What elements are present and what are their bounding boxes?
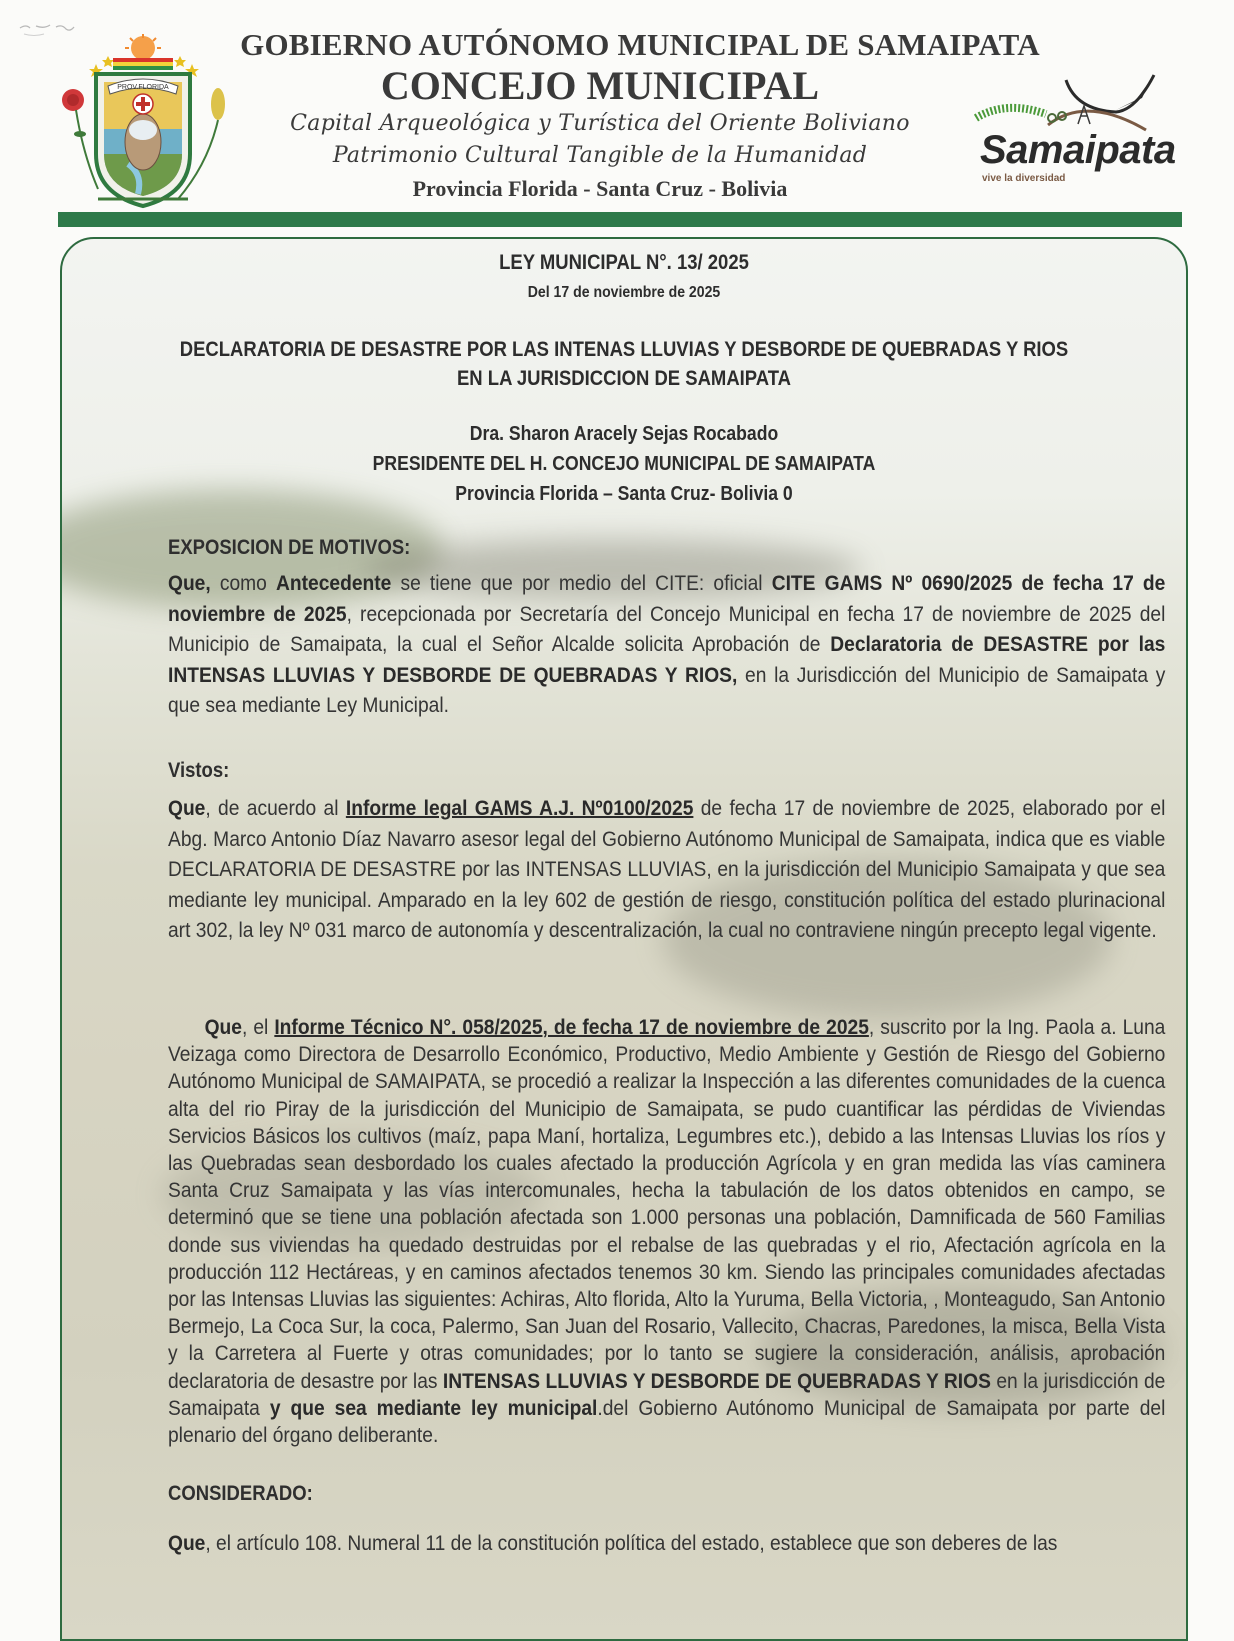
informe-legal-reference: Informe legal GAMS A.J. Nº0100/2025: [345, 797, 694, 820]
paragraph-articulo-108: [168, 1529, 1165, 1560]
text-bold: INTENSAS LLUVIAS Y DESBORDE DE QUEBRADAS Y RIOS: [442, 1369, 991, 1393]
document-frame: [60, 237, 1188, 1641]
cite-reference: CITE GAMS Nº 0690/2025 de fecha 17 de noviembre de 2025: [168, 572, 1166, 626]
section-heading-considerando: CONSIDERADO:: [168, 1482, 313, 1505]
law-title-line-1: DECLARATORIA DE DESASTRE POR LAS INTENAS LLUVIAS Y DESBORDE DE QUEBRADAS Y RIOS: [179, 338, 1069, 361]
text: , el: [241, 1016, 275, 1039]
text-bold: Declaratoria de DESASTRE por las INTENSAS LLUVIAS Y DESBORDE DE QUEBRADAS Y RIOS,: [168, 633, 1166, 687]
brand-name: Samaipata: [980, 128, 1176, 172]
text-bold: Que: [168, 797, 206, 820]
law-number: LEY MUNICIPAL N°. 13/ 2025: [499, 251, 749, 274]
text: en la Jurisdicción del Municipio de Samaipata y que sea mediante Ley Municipal.: [168, 663, 1166, 717]
tagline-capital: Capital Arqueológica y Turística del Oriente Boliviano: [290, 111, 910, 136]
text-bold: y que sea mediante ley municipal: [269, 1396, 598, 1420]
text: de fecha 17 de noviembre de 2025, elaborado por el Abg. Marco Antonio Díaz Navarro asesor legal del Gobierno Autónomo Municipal de Samaipata, indica que es viable DECLARATORIA DE DESASTRE por las INTENSAS LLUVIAS, en la jurisdicción del Municipio Samaipata y que sea mediante ley municipal. Amparado en la ley 602 de gestión de riesgo, constitución política del estado plurinacional art 302, la ley Nº 031 marco de autonomía y descentralización, la cual no contraviene ningún precepto legal vigente.: [168, 797, 1166, 942]
paragraph-informe-tecnico: [168, 1014, 1165, 1449]
text: .del Gobierno Autónomo Municipal de Samaipata por parte del plenario del órgano deliberante.: [168, 1396, 1166, 1448]
law-title-line-2: EN LA JURISDICCION DE SAMAIPATA: [456, 367, 792, 390]
law-title: [129, 335, 1118, 393]
text: , recepcionada por Secretaría del Concejo Municipal en fecha 17 de noviembre de 2025 del Municipio de Samaipata, la cual el Señor Alcalde solicita Aprobación de: [168, 602, 1166, 656]
section-heading-exposicion: EXPOSICION DE MOTIVOS:: [168, 536, 411, 559]
government-name: GOBIERNO AUTÓNOMO MUNICIPAL DE SAMAIPATA: [240, 27, 1040, 62]
text: , el artículo 108. Numeral 11 de la constitución política del estado, establece que son deberes de las: [205, 1532, 1058, 1555]
text: , suscrito por la Ing. Paola a. Luna Veizaga como Directora de Desarrollo Económico, Productivo, Medio Ambiente y Gestión de Riesgo del Gobierno Autónomo Municipal de SAMAIPATA, se procedió a realizar la Inspección a las diferentes comunidades de la cuenca alta del rio Piray de la jurisdicción del Municipio de Samaipata, se pudo cuantificar las pérdidas de Viviendas Servicios Básicos los cultivos (maíz, papa Maní, hortaliza, Legumbres etc.), debido a las Intensas Lluvias los ríos y las Quebradas sean desbordado los cuales afectado la producción Agrícola y en gran medida las vías caminera Santa Cruz Samaipata y las vías intercomunales, hecha la tabulación de los datos obtenidos en campo, se determinó que se tiene una población afectada son 1.000 personas una población, Damnificada de 560 Familias donde sus viviendas ha quedado destruidas por el rebalse de las quebradas y el rio, Afectación agrícola en la producción 112 Hectáreas, y en caminos afectados tenemos 30 km. Siendo las principales comunidades afectadas por las Intensas Lluvias las siguientes: Achiras, Alto florida, Alto la Yuruma, Bella Victoria, , Monteagudo, San Antonio Bermejo, La Coca Sur, la coca, Palermo, San Juan del Rosario, Vallecito, Chacras, Paredones, la misca, Bella Vista y la Carretera al Fuerte y otras comunidades; por lo tanto se sugiere la consideración, análisis, aprobación declaratoria de desastre por las: [168, 1016, 1166, 1393]
crest-banner-text: PROV.FLORIDA: [117, 84, 169, 91]
text: , de acuerdo al: [205, 797, 346, 820]
signer-name: Dra. Sharon Aracely Sejas Rocabado: [469, 423, 779, 445]
text: como: [210, 572, 277, 595]
brand-tagline: vive la diversidad: [982, 173, 1066, 184]
signer-role: PRESIDENTE DEL H. CONCEJO MUNICIPAL DE SAMAIPATA: [372, 453, 876, 475]
informe-tecnico-reference: Informe Técnico N°. 058/2025, de fecha 17 de noviembre de 2025: [274, 1016, 869, 1039]
province-line: Provincia Florida - Santa Cruz - Bolivia: [412, 176, 788, 201]
tagline-heritage: Patrimonio Cultural Tangible de la Humanidad: [332, 143, 868, 168]
text: se tiene que por medio del CITE: oficial: [391, 572, 772, 595]
council-name: CONCEJO MUNICIPAL: [380, 63, 820, 108]
law-date: Del 17 de noviembre de 2025: [527, 284, 721, 301]
text-bold: Que: [204, 1016, 242, 1039]
paragraph-antecedente: [168, 569, 1165, 722]
letterhead-text: [180, 24, 1100, 206]
header-divider: [58, 212, 1182, 227]
signer-block: [129, 419, 1118, 509]
text-bold: Antecedente: [276, 572, 392, 595]
text-bold: Que: [168, 1532, 206, 1555]
paragraph-informe-legal: [168, 794, 1165, 947]
samaipata-brand-logo: [966, 70, 1188, 190]
text-bold: Que,: [168, 572, 211, 595]
signer-location: Provincia Florida – Santa Cruz- Bolivia 0: [455, 483, 793, 505]
section-heading-vistos: Vistos:: [168, 759, 230, 782]
text: en la jurisdicción de Samaipata: [168, 1369, 1166, 1420]
